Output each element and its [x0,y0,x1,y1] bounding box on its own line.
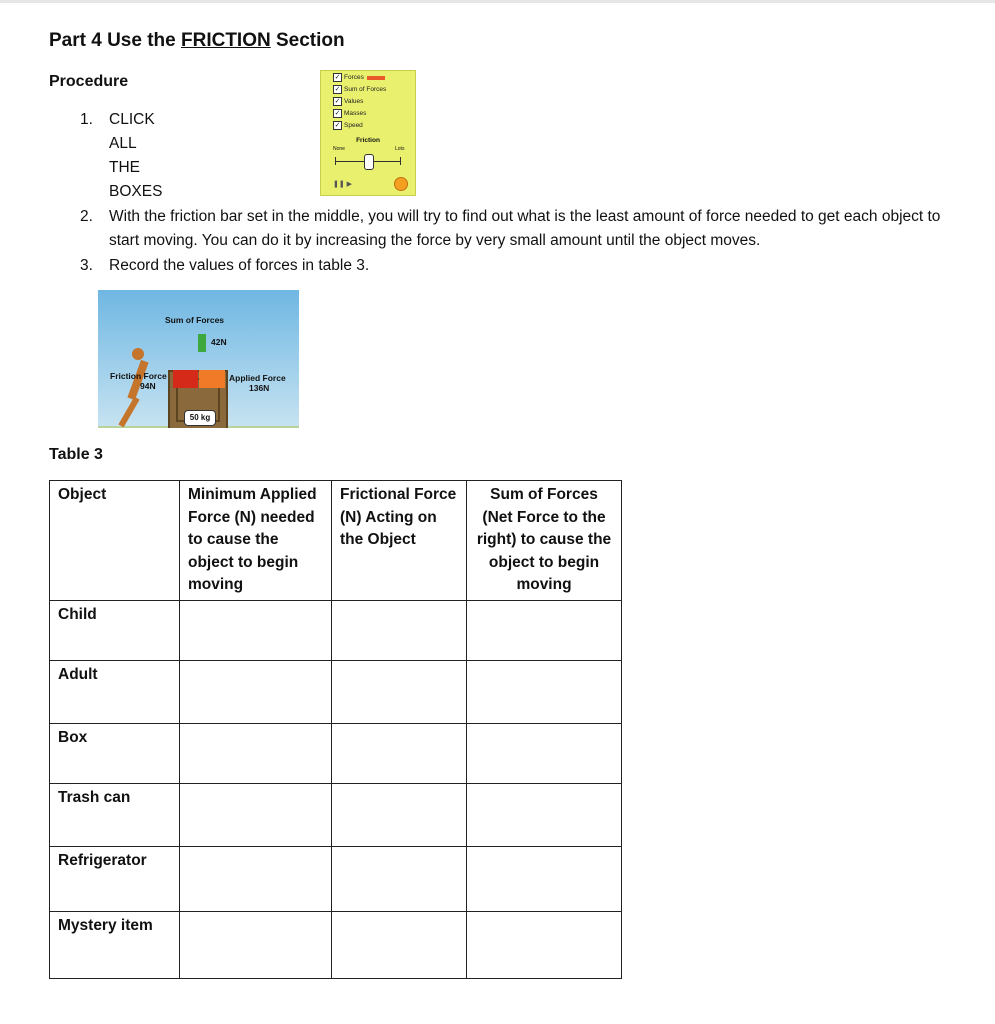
cell-min-applied-force[interactable] [180,783,332,846]
cell-frictional-force[interactable] [332,660,467,723]
friction-force-label: Friction Force [110,371,167,381]
step-number: 3. [80,257,93,274]
table-caption: Table 3 [49,446,103,463]
row-label: Adult [50,660,180,723]
table-row [50,600,622,660]
applied-force-value: 136N [249,383,270,393]
header-sum-of-forces: Sum of Forces (Net Force to the right) to cause the object to begin moving [467,481,622,601]
cell-frictional-force[interactable] [332,846,467,911]
friction-min-label: None [333,146,345,152]
header-frictional-force: Frictional Force (N) Acting on the Object [332,481,467,601]
check-icon: ✓ [334,122,341,129]
check-icon: ✓ [334,110,341,117]
sum-force-arrow-icon [198,334,206,352]
procedure-heading: Procedure [49,73,129,90]
sum-of-forces-label: Sum of Forces [165,315,225,325]
step-text: Record the values of forces in table 3. [109,257,370,274]
cell-sum-of-forces[interactable] [467,783,622,846]
check-icon: ✓ [334,98,341,105]
check-icon: ✓ [334,86,341,93]
row-label: Box [50,723,180,783]
friction-force-value: 94N [140,381,156,391]
mass-label: 50 kg [184,410,216,426]
table-row [50,660,622,723]
reset-icon [394,177,408,191]
header-min-applied-force: Minimum Applied Force (N) needed to cause the object to begin moving [180,481,332,601]
row-label: Child [50,600,180,660]
cell-frictional-force[interactable] [332,783,467,846]
cell-sum-of-forces[interactable] [467,723,622,783]
checkbox-forces: ✓ Forces [333,73,385,82]
cell-sum-of-forces[interactable] [467,660,622,723]
row-label: Trash can [50,783,180,846]
title-friction-link: FRICTION [181,30,271,51]
cell-frictional-force[interactable] [332,723,467,783]
checkbox-sum-of-forces: ✓ Sum of Forces [334,86,387,94]
checkbox-values: ✓ Values [334,98,364,106]
cell-min-applied-force[interactable] [180,660,332,723]
page-top-border [0,0,995,3]
cell-min-applied-force[interactable] [180,911,332,978]
pause-play-icon: ❚❚ ▶ [333,181,353,188]
cell-frictional-force[interactable] [332,911,467,978]
row-label: Mystery item [50,911,180,978]
applied-arrow-icon [199,370,225,388]
table-row [50,846,622,911]
table-3 [49,480,622,979]
table-row [50,723,622,783]
header-object: Object [50,481,180,601]
simulation-control-panel-image [320,70,416,196]
title-prefix: Part 4 Use the [49,30,181,51]
slider-tick [400,157,401,165]
arrow-swatch-icon [367,76,385,80]
friction-max-label: Lots [395,146,405,152]
step-text: With the friction bar set in the middle, you will try to find out what is the least amount of force needed to get each object to start moving. You can do it by increasing the force by very small amount until the object moves. [109,208,941,249]
step-text: CLICK ALL THE BOXES [109,111,163,200]
applied-force-label: Applied Force [229,373,286,383]
table-header-row [50,481,622,601]
cell-frictional-force[interactable] [332,600,467,660]
cell-min-applied-force[interactable] [180,723,332,783]
cell-min-applied-force[interactable] [180,600,332,660]
friction-arrow-icon [173,370,198,388]
friction-slider-knob [364,154,374,170]
table-row [50,783,622,846]
cell-sum-of-forces[interactable] [467,846,622,911]
checkbox-speed: ✓ Speed [334,122,363,130]
check-icon: ✓ [334,74,341,81]
friction-simulation-image [98,290,299,428]
sum-of-forces-value: 42N [211,337,227,347]
slider-tick [335,157,336,165]
step-number: 2. [80,208,93,225]
checkbox-masses: ✓ Masses [334,110,367,118]
row-label: Refrigerator [50,846,180,911]
cell-sum-of-forces[interactable] [467,911,622,978]
table-row [50,911,622,978]
friction-slider-label: Friction [356,137,380,144]
cell-min-applied-force[interactable] [180,846,332,911]
cell-sum-of-forces[interactable] [467,600,622,660]
step-number: 1. [80,111,93,128]
page-title [49,30,345,52]
title-suffix: Section [270,30,345,51]
